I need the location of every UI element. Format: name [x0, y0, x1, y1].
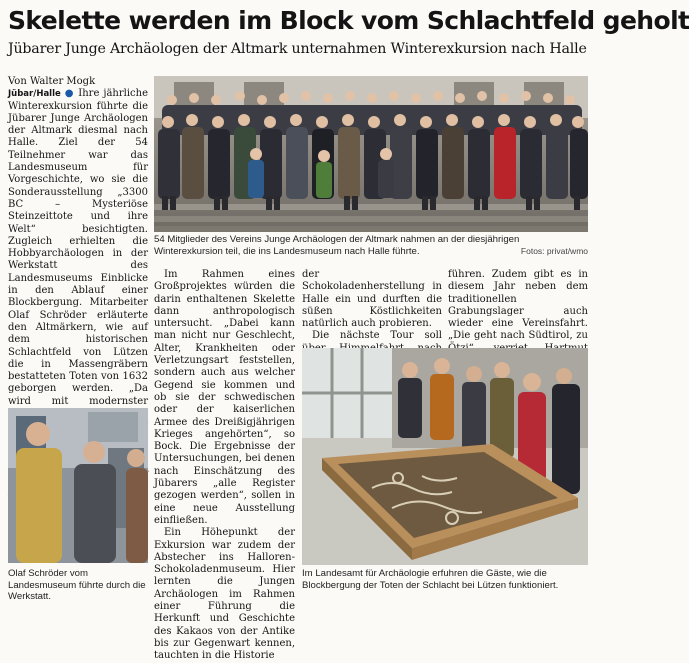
- article-paragraph: Im Rahmen eines Großprojektes würden die darin enthaltenen Skelette dann anthropologisch untersucht. „Dabei kann man nicht nur Geschlecht, Alter, Krankheiten oder Verletzungsart feststellen, sondern auch aus welcher Gegend sie kommen und ob sie der schwedischen oder der kaiserlichen Armee des Dreißigjährigen Krieges angehörten“, so Bock. Die Ergebnisse der Untersuchungen, bei denen nach Einschätzung des Jübarers „alle Register gezogen werden“, sollen in eine neue Ausstellung einfließen.: [154, 269, 296, 526]
- article-dateline: Jübar/Halle: [8, 89, 61, 100]
- article-headline: Skelette werden im Block vom Schlachtfeld geholt: [8, 6, 689, 35]
- article-column-2: [154, 269, 295, 663]
- article-paragraph: führen. Zudem gibt es in diesem Jahr neben dem traditionellen Grabungslager auch wieder eine Vereinsfahrt. „Die geht nach Südtirol, zu: [448, 269, 588, 342]
- article-paragraph: der Schokoladenherstellung in Halle ein und durften die süßen Köstlichkeiten natürlich auch probieren.: [302, 269, 442, 330]
- article-paragraph: Ein Höhepunkt der Exkursion war zudem der Abstecher ins Halloren-Schokoladenmuseum. Hier lernten die Jungen Archäologen im Rahmen einer Führung die Herkunft und Geschichte des Kakaos von der Antike bis zur Gegenwart kennen, tauchten in die Historie: [154, 527, 295, 662]
- workshop-photo: [8, 408, 148, 563]
- article-text: Ihre jährliche Winterexkursion führte die Jübarer Junge Archäologen der Altmark diesmal nach Halle. Ziel der 54 Teilnehmer war das Landesmuseum für Vorgeschichte, wo sie die Sonderausstellung „3300 BC – Mysteriöse Steinzeittote und ihre Welt“ besichtigten. Zugleich erhielten die Hobbyarchäologen in der Werkstatt des Landesmuseums Einblicke in den Ablauf einer Blockbergung. Mitarbeiter Olaf Schröder erläuterte den Altmärkern, wie auf dem historischen Schlachtfeld von Lützen die in Massengräbern bestatteten Toten von 1632 geborgen werden. „Da wird mit modernster: [8, 88, 148, 407]
- group-photo-image: [154, 76, 588, 232]
- block-excavation-image: [302, 348, 588, 565]
- block-excavation-photo: [302, 348, 588, 565]
- workshop-photo-image: [8, 408, 148, 563]
- group-photo: [154, 76, 588, 232]
- workshop-photo-caption: Olaf Schröder vom Landesmuseum führte durch die Werkstatt.: [8, 568, 146, 602]
- article-subheadline: Jübarer Junge Archäologen der Altmark unternahmen Winterexkursion nach Halle: [8, 41, 587, 57]
- photo-credit: Fotos: privat/wmo: [520, 246, 588, 256]
- bullet-icon: ●: [64, 88, 75, 100]
- article-byline: Von Walter Mogk: [8, 76, 96, 87]
- group-photo-caption: 54 Mitglieder des Vereins Junge Archäologen der Altmark nahmen an der diesjährigen Winterexkursion teil, die ins Landesmuseum nach Halle führte.: [154, 234, 520, 257]
- article-paragraph: Die nächste Tour soll: [312, 330, 442, 342]
- block-excavation-caption: Im Landesamt für Archäologie erfuhren die Gäste, wie die Blockbergung der Toten der Schlacht bei Lützen funktioniert.: [302, 568, 559, 591]
